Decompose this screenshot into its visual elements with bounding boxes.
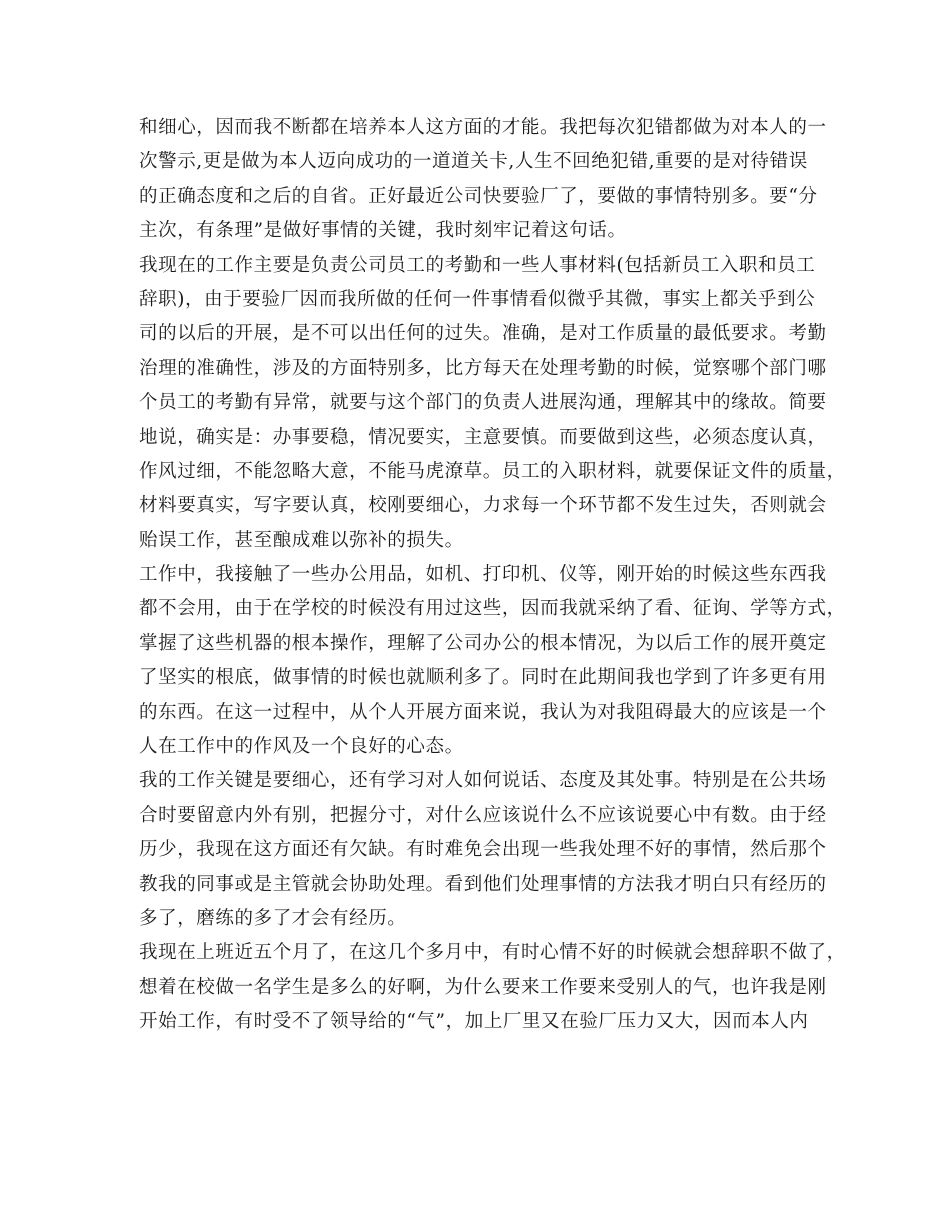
text-line: 个员工的考勤有异常，就要与这个部门的负责人进展沟通，理解其中的缘故。简要	[139, 392, 827, 414]
text-line: 历少，我现在这方面还有欠缺。有时难免会出现一些我处理不好的事情，然后那个	[139, 839, 827, 861]
text-line: 材料要真实，写字要认真，校刚要细心，力求每一个环节都不发生过失，否则就会	[139, 495, 827, 517]
text-line: 都不会用，由于在学校的时候没有用过这些，因而我就采纳了看、征询、学等方式，	[139, 598, 846, 620]
text-line: 想着在校做一名学生是多么的好啊，为什么要来工作要来受别人的气，也许我是刚	[139, 976, 827, 998]
text-line: 作风过细，不能忽略大意，不能马虎潦草。员工的入职材料，就要保证文件的质量，	[139, 460, 846, 482]
text-line: 多了，磨练的多了才会有经历。	[139, 907, 407, 929]
text-line: 掌握了这些机器的根本操作，理解了公司办公的根本情况，为以后工作的展开奠定	[139, 632, 827, 654]
text-line: 贻误工作，甚至酿成难以弥补的损失。	[139, 529, 464, 551]
text-line: 我的工作关键是要细心，还有学习对人如何说话、态度及其处事。特别是在公共场	[139, 770, 827, 792]
text-line: 辞职)，由于要验厂因而我所做的任何一件事情看似微乎其微，事实上都关乎到公	[139, 288, 816, 310]
text-line: 开始工作，有时受不了领导给的“气”，加上厂里又在验厂压力又大，因而本人内	[139, 1011, 809, 1033]
text-line: 地说，确实是：办事要稳，情况要实，主意要慎。而要做到这些，必须态度认真，	[139, 426, 827, 448]
text-line: 教我的同事或是主管就会协助处理。看到他们处理事情的方法我才明白只有经历的	[139, 873, 827, 895]
text-line: 治理的准确性，涉及的方面特别多，比方每天在处理考勤的时候，觉察哪个部门哪	[139, 357, 827, 379]
text-line: 次警示,更是做为本人迈向成功的一道道关卡,人生不回绝犯错,重要的是对待错误	[139, 151, 808, 173]
text-line: 了坚实的根底，做事情的时候也就顺利多了。同时在此期间我也学到了许多更有用	[139, 667, 827, 689]
text-line: 我现在的工作主要是负责公司员工的考勤和一些人事材料(包括新员工入职和员工	[139, 254, 816, 276]
text-line: 的正确态度和之后的自省。正好最近公司快要验厂了，要做的事情特别多。要“分	[139, 185, 818, 207]
text-line: 司的以后的开展，是不可以出任何的过失。准确，是对工作质量的最低要求。考勤	[139, 323, 827, 345]
text-line: 工作中，我接触了一些办公用品，如机、打印机、仪等，刚开始的时候这些东西我	[139, 564, 827, 586]
text-line: 人在工作中的作风及一个良好的心态。	[139, 736, 464, 758]
body-text	[139, 111, 846, 1040]
text-line: 主次，有条理”是做好事情的关键，我时刻牢记着这句话。	[139, 220, 627, 242]
text-line: 合时要留意内外有别，把握分寸，对什么应该说什么不应该说要心中有数。由于经	[139, 804, 827, 826]
text-line: 的东西。在这一过程中，从个人开展方面来说，我认为对我阻碍最大的应该是一个	[139, 701, 827, 723]
text-line: 我现在上班近五个月了，在这几个多月中，有时心情不好的时候就会想辞职不做了，	[139, 942, 846, 964]
text-line: 和细心，因而我不断都在培养本人这方面的才能。我把每次犯错都做为对本人的一	[139, 117, 827, 138]
